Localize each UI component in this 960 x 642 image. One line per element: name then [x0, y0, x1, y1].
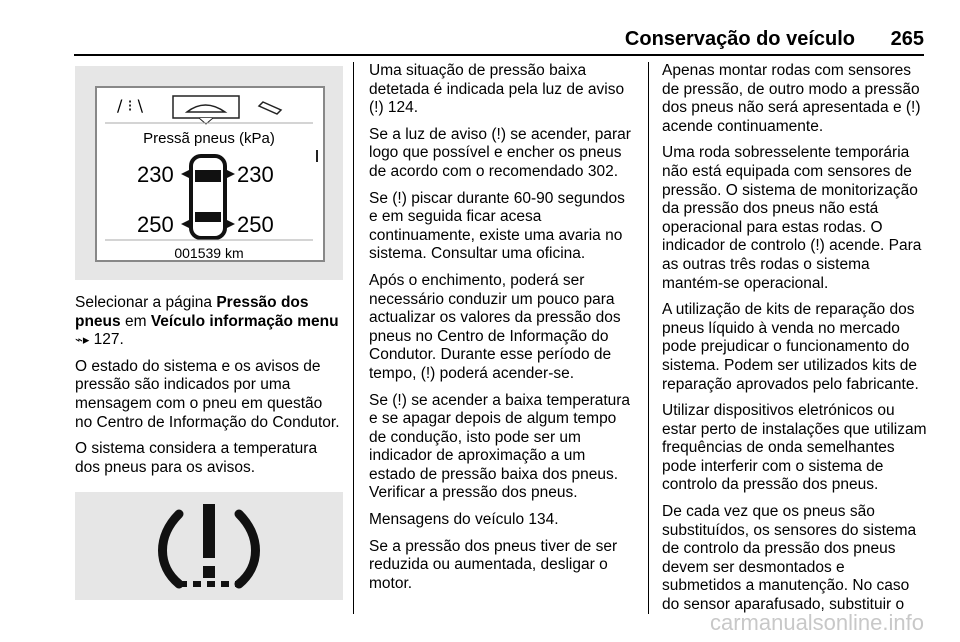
column-divider-2	[648, 62, 649, 614]
col3-paragraph-4: Utilizar dispositivos eletrónicos ou estar perto de instalações que utilizam frequências de onda semelhantes pode interferir com o sistema de controlo da pressão dos pneus.	[662, 402, 927, 494]
column-3	[662, 62, 928, 623]
odometer-readout: 001539 km	[174, 245, 244, 261]
screen-title: Pressã pneus (kPa)	[143, 130, 275, 147]
col1-paragraph-2: O estado do sistema e os avisos de pressão são indicados por uma mensagem com o pneu em questão no Centro de Informação do Condutor.	[75, 357, 340, 431]
settings-icon	[259, 102, 281, 114]
road-info-icon: / ⁝ \	[117, 96, 144, 115]
rear-right-pressure: 250	[237, 212, 274, 237]
col2-paragraph-6: Mensagens do veículo 134.	[369, 511, 559, 529]
page-header	[0, 0, 960, 56]
selected-tab-frame	[173, 96, 239, 118]
rear-left-pressure: 250	[137, 212, 174, 237]
col3-paragraph-1: Apenas montar rodas com sensores de pressão, de outro modo a pressão dos pneus não será apresentada e (!) acende continuamente.	[662, 62, 921, 135]
dashboard-figure	[75, 66, 343, 280]
col2-paragraph-3: Se (!) piscar durante 60-90 segundos e em seguida ficar acesa continuamente, existe uma avaria no sistema. Consultar uma oficina.	[369, 189, 625, 263]
col3-paragraph-3: A utilização de kits de reparação dos pneus líquido à venda no mercado pode prejudicar o funcionamento do sistema. Podem ser utilizados kits de reparação aprovados pelo fabricante.	[662, 301, 919, 393]
column-2	[369, 62, 635, 601]
tyre-pressure-display	[75, 66, 343, 280]
col2-paragraph-1: Uma situação de pressão baixa detetada é indicada pela luz de aviso (!) 124.	[369, 62, 625, 117]
column-divider-1	[353, 62, 354, 614]
col2-paragraph-2: Se a luz de aviso (!) se acender, parar logo que possível e encher os pneus de acordo com o recomendado 302.	[369, 125, 631, 180]
menu-icons-row	[105, 96, 313, 124]
header-rule	[74, 54, 924, 56]
col3-paragraph-5: De cada vez que os pneus são substituídos, os sensores do sistema de controlo da pressão dos pneus devem ser desmontados e submetidos a manutenção. No caso do sensor aparafusado, substituir o	[662, 503, 917, 614]
tyre-pressure-warning-icon	[75, 492, 343, 600]
watermark: carmanualsonline.info	[709, 610, 924, 635]
front-right-pressure: 230	[237, 162, 274, 187]
car-top-view-icon	[181, 156, 235, 238]
tyre-pressure-warning-figure	[75, 492, 343, 600]
col1-paragraph-1: Selecionar a página Pressão dos pneus em Veículo informação menu⌁▸ 127.	[75, 294, 339, 349]
car-menu-icon: ⌁▸	[75, 332, 90, 348]
section-title: Conservação do veículo	[624, 28, 855, 50]
col2-paragraph-5: Se (!) se acender a baixa temperatura e se apagar depois de algum tempo de condução, isto pode ser um indicador de aproximação a um estado de pressão baixa dos pneus. Verificar a pressão dos pneus.	[369, 391, 631, 502]
col3-paragraph-2: Uma roda sobresselente temporária não está equipada com sensores de pressão. O sistema de monitorização da pressão dos pneus não está operacional para estas rodas. O indicador de controlo (!) acende. Para as outras três rodas o sistema mantém-se operacional.	[662, 144, 922, 292]
col1-paragraph-3: O sistema considera a temperatura dos pneus para os avisos.	[75, 440, 318, 476]
col2-paragraph-4: Após o enchimento, poderá ser necessário conduzir um pouco para actualizar os valores da pressão dos pneus no Centro de Informação do Condutor. Durante esse período de tempo, (!) poderá acender-se.	[369, 271, 621, 382]
column-1	[75, 62, 343, 485]
front-left-pressure: 230	[137, 162, 174, 187]
col2-paragraph-7: Se a pressão dos pneus tiver de ser reduzida ou aumentada, desligar o motor.	[369, 537, 618, 592]
car-icon	[187, 105, 225, 112]
page-number: 265	[890, 28, 924, 50]
